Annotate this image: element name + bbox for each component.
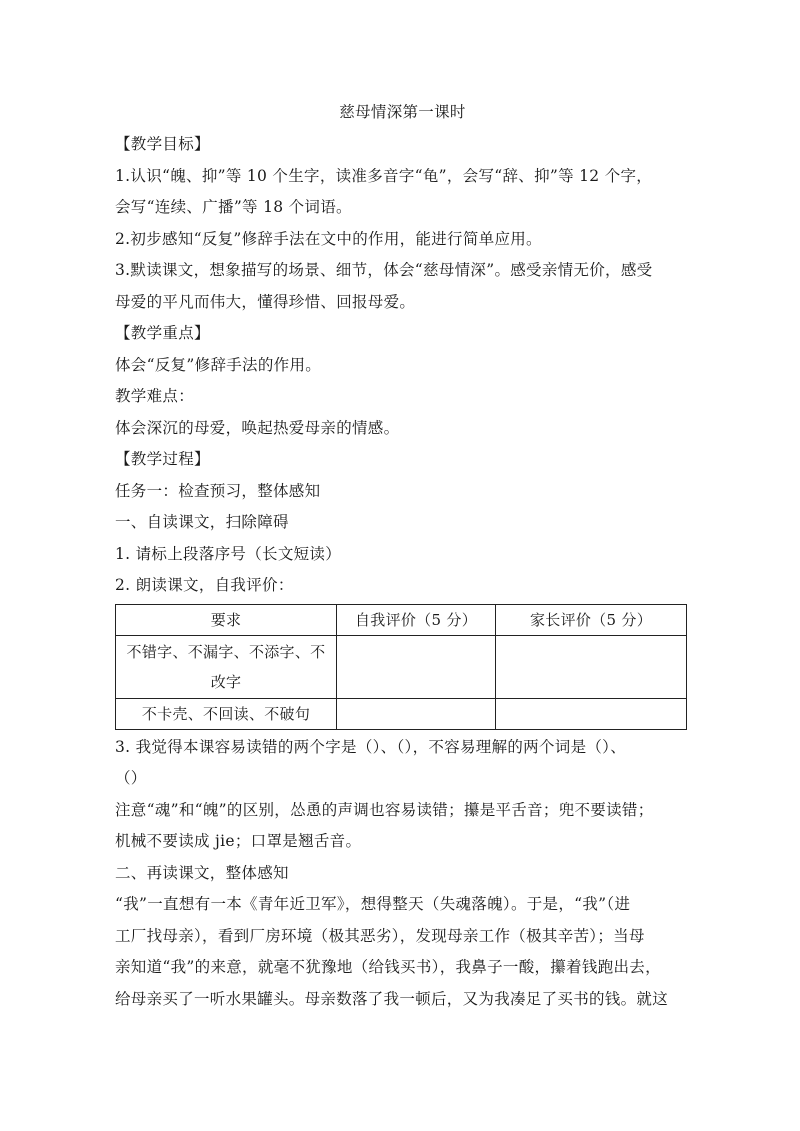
table-header-self-score: 自我评价（5 分） [337, 604, 496, 635]
document-page [115, 96, 690, 1015]
table-cell-self-score[interactable] [337, 635, 496, 698]
table-row [116, 635, 687, 698]
difficulty-heading: 教学难点： [115, 387, 195, 405]
step-1-item-3-line-1: 3. 我觉得本课容易读错的两个字是（）、（），不容易理解的两个词是（）、 [115, 737, 627, 756]
page-title: 慈母情深第一课时 [339, 103, 466, 121]
table-row [116, 698, 687, 729]
table-cell-requirement: 不卡壳、不回读、不破句 [116, 698, 337, 729]
objective-1-line-2: 会写“连续、广播”等 18 个词语。 [115, 198, 352, 216]
table-cell-self-score[interactable] [337, 698, 496, 729]
table-header-requirement: 要求 [116, 604, 337, 635]
table-cell-requirement [116, 635, 337, 698]
table-header-parent-score: 家长评价（5 分） [496, 604, 687, 635]
story-line-1: “我”一直想有一本《青年近卫军》，想得整天（失魂落魄）。于是，“我”（进 [115, 895, 631, 913]
note-line-1: 注意“魂”和“魄”的区别，怂恿的声调也容易读错；攥是平舌音；兜不要读错； [115, 800, 654, 819]
process-heading: 【教学过程】 [115, 450, 210, 468]
objective-2: 2.初步感知“反复”修辞手法在文中的作用，能进行简单应用。 [115, 229, 542, 248]
step-2: 二、再读课文，整体感知 [115, 863, 289, 882]
step-1-item-1: 1. 请标上段落序号（长文短读） [115, 544, 342, 563]
story-line-2: 工厂找母亲），看到厂房环境（极其恶劣），发现母亲工作（极其辛苦）；当母 [115, 926, 645, 945]
objective-3-line-1: 3.默读课文，想象描写的场景、细节，体会“慈母情深”。感受亲情无价，感受 [115, 261, 653, 279]
step-1: 一、自读课文，扫除障碍 [115, 513, 289, 531]
objective-3-line-2: 母爱的平凡而伟大，懂得珍惜、回报母爱。 [115, 292, 416, 311]
requirement-line-2: 改字 [210, 672, 242, 691]
objectives-heading: 【教学目标】 [115, 135, 210, 153]
step-1-item-3-line-2: （） [115, 769, 147, 787]
key-heading: 【教学重点】 [115, 324, 210, 342]
table-cell-parent-score[interactable] [496, 698, 687, 729]
story-line-4: 给母亲买了一听水果罐头。母亲数落了我一顿后，又为我凑足了买书的钱。就这 [115, 989, 669, 1008]
key-text: 体会“反复”修辞手法的作用。 [115, 355, 322, 374]
table-cell-parent-score[interactable] [496, 635, 687, 698]
note-line-2: 机械不要读成 jie；口罩是翘舌音。 [115, 832, 362, 850]
objective-1-line-1: 1.认识“魄、抑”等 10 个生字，读准多音字“龟”，会写“辞、抑”等 12 个字， [115, 166, 653, 185]
story-line-3: 亲知道“我”的来意，就毫不犹豫地（给钱买书），我鼻子一酸，攥着钱跑出去， [115, 958, 661, 976]
difficulty-text: 体会深沉的母爱，唤起热爱母亲的情感。 [115, 418, 400, 437]
step-1-item-2: 2. 朗读课文，自我评价： [115, 576, 294, 594]
requirement-line-1: 不错字、不漏字、不添字、不 [126, 642, 326, 661]
task-1: 任务一：检查预习，整体感知 [115, 481, 321, 500]
self-evaluation-table [115, 604, 687, 730]
